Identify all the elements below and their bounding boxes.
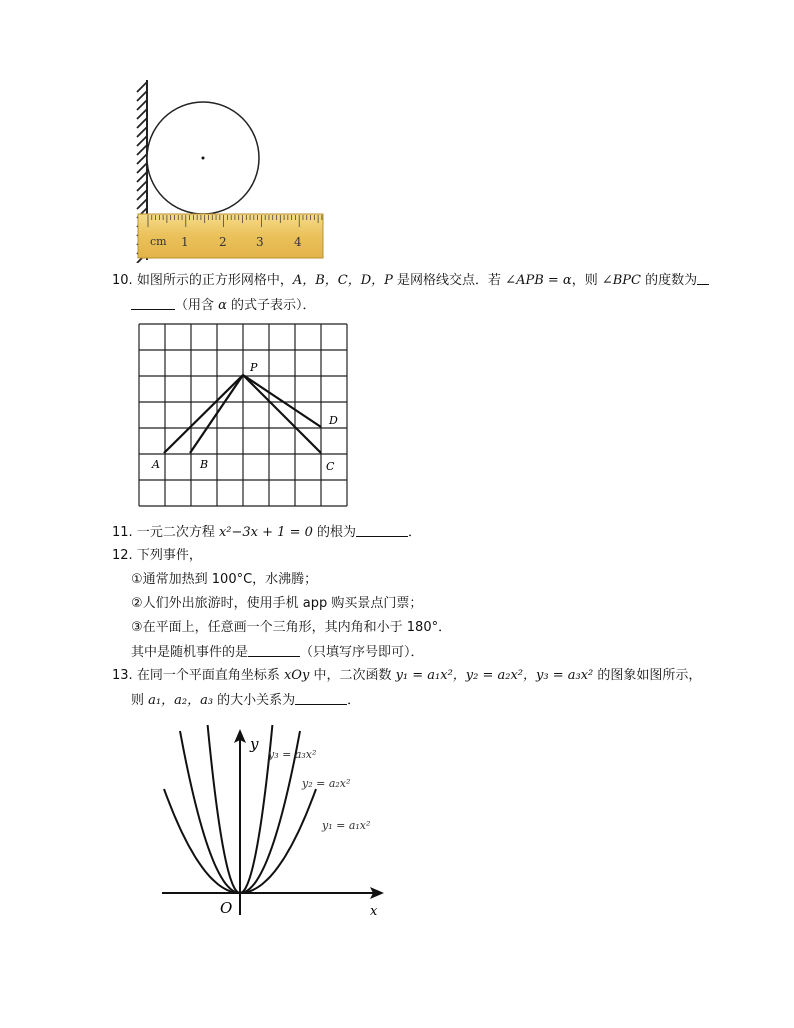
q13-line2: 则 a₁，a₂，a₃ 的大小关系为 ． [131,693,361,708]
label-a: A [152,458,160,471]
segment-pd [243,375,321,427]
wall-hatch [137,82,147,92]
label-c: C [326,460,335,473]
q12-blank[interactable] [248,643,300,657]
q12-question: 其中是随机事件的是 （只填写序号即可）． [131,645,424,660]
q10-number: 10. [112,273,133,288]
q11-line: 11. 一元二次方程 x²−3x + 1 = 0 的根为 ． [112,525,422,540]
wall-hatch [137,118,147,128]
grid-figure [138,323,348,509]
label-b: B [200,458,209,471]
q11-blank[interactable] [356,523,408,537]
ruler-tick-3: 3 [256,235,264,249]
wall-hatch [137,172,147,182]
wall-hatch [137,190,147,200]
ruler-tick-1: 1 [181,235,189,249]
q10-line2: （用含 α 的式子表示）． [131,296,316,315]
y-axis-label: y [250,735,259,753]
wall-hatch [137,199,147,209]
wall-hatch [137,91,147,101]
q12-number: 12. [112,548,133,563]
ruler [138,214,323,258]
q13-number: 13. [112,668,133,683]
q10-blank-1[interactable] [697,271,709,285]
wall-hatch [137,154,147,164]
label-y1: y₁ = a₁x² [322,819,371,832]
q12-item-2: ②人们外出旅游时，使用手机 app 购买景点门票； [131,596,423,611]
parabola-graph [150,725,395,925]
segment-pa [164,375,243,453]
circle-center [202,157,205,160]
q10-blank-2[interactable] [131,296,175,310]
ruler-unit: cm [150,235,167,248]
label-p: P [250,361,258,374]
wall-hatch [137,163,147,173]
wall-hatch [137,109,147,119]
q12-item-1: ①通常加热到 100°C，水沸腾； [131,572,318,587]
wall-hatch [137,127,147,137]
wall-hatch [137,145,147,155]
label-y3: y₃ = a₃x² [268,748,317,761]
wall-hatch [137,100,147,110]
origin-label: O [220,899,233,917]
ruler-tick-4: 4 [294,235,302,249]
ruler-tick-2: 2 [219,235,227,249]
segment-pc [243,375,321,453]
label-y2: y₂ = a₂x² [302,777,351,790]
q12-line: 12. 下列事件， [112,548,202,563]
label-d: D [329,414,338,427]
x-axis-label: x [370,904,378,919]
q13-blank[interactable] [295,691,347,705]
q13-line1: 13. 在同一个平面直角坐标系 xOy 中，二次函数 y₁ = a₁x²，y₂ = a₂x²，y₃ = a₃x² 的图象如图所示， [112,668,702,683]
circle-ruler-figure [128,78,328,263]
q11-number: 11. [112,525,133,540]
q10-line1: 10. 如图所示的正方形网格中，A，B，C，D，P 是网格线交点．若 ∠APB = α，则 ∠BPC 的度数为 [112,271,709,290]
wall-hatch [137,136,147,146]
q12-item-3: ③在平面上，任意画一个三角形，其内角和小于 180°． [131,620,452,635]
wall-hatch [137,181,147,191]
